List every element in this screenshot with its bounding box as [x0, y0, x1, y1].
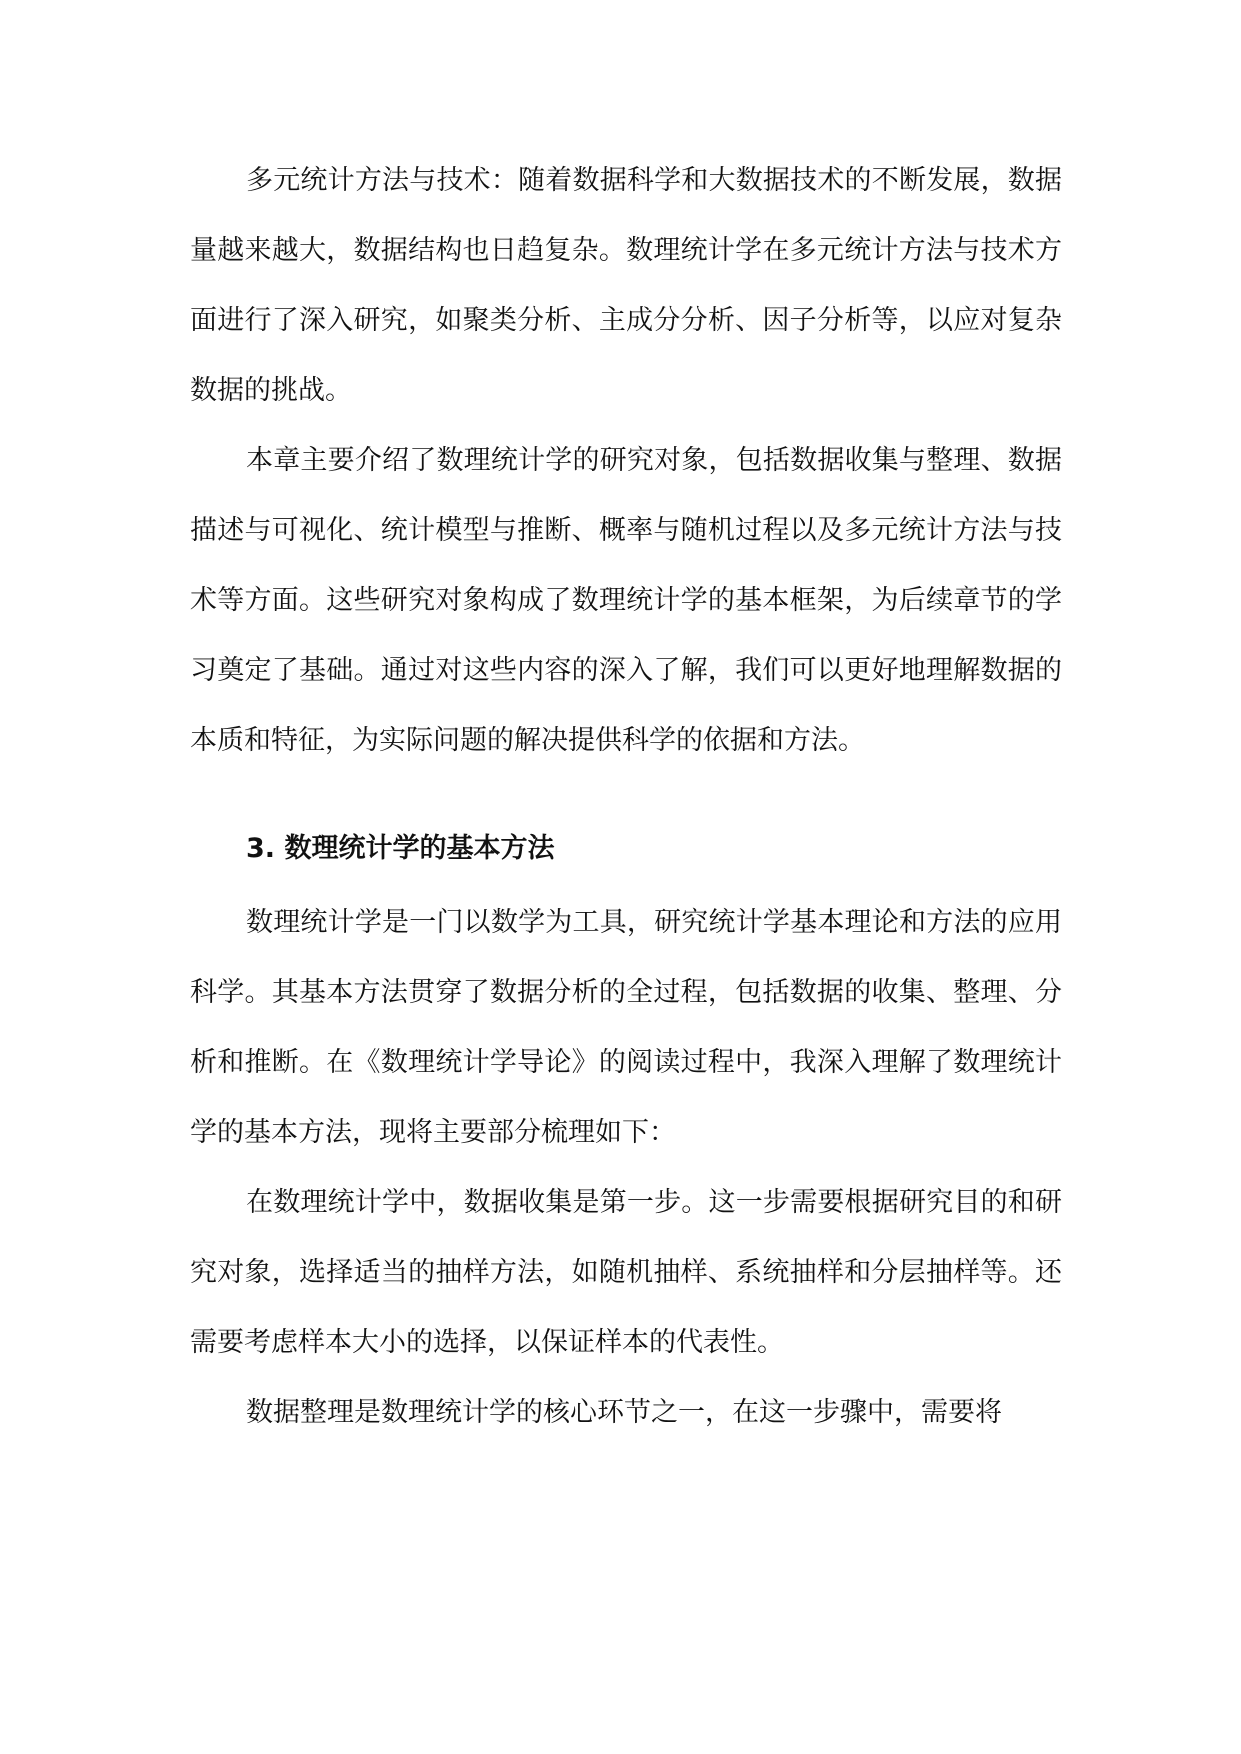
- paragraph-multivariate-methods: 多元统计方法与技术：随着数据科学和大数据技术的不断发展，数据量越来越大，数据结构也日趋复杂。数理统计学在多元统计方法与技术方面进行了深入研究，如聚类分析、主成分分析、因子分析等，以应对复杂数据的挑战。: [190, 165, 1062, 406]
- paragraph-chapter-summary: 本章主要介绍了数理统计学的研究对象，包括数据收集与整理、数据描述与可视化、统计模型与推断、概率与随机过程以及多元统计方法与技术等方面。这些研究对象构成了数理统计学的基本框架，为后续章节的学习奠定了基础。通过对这些内容的深入了解，我们可以更好地理解数据的本质和特征，为实际问题的解决提供科学的依据和方法。: [190, 445, 1062, 756]
- paragraph-basic-methods-intro: 数理统计学是一门以数学为工具，研究统计学基本理论和方法的应用科学。其基本方法贯穿了数据分析的全过程，包括数据的收集、整理、分析和推断。在《数理统计学导论》的阅读过程中，我深入理解了数理统计学的基本方法，现将主要部分梳理如下：: [190, 907, 1062, 1148]
- section-heading: 3. 数理统计学的基本方法: [246, 833, 555, 864]
- paragraph-data-organization: 数据整理是数理统计学的核心环节之一，在这一步骤中，需要将: [246, 1397, 1002, 1428]
- document-body: [190, 146, 1062, 1448]
- paragraph-data-collection: 在数理统计学中，数据收集是第一步。这一步需要根据研究目的和研究对象，选择适当的抽样方法，如随机抽样、系统抽样和分层抽样等。还需要考虑样本大小的选择，以保证样本的代表性。: [190, 1187, 1062, 1358]
